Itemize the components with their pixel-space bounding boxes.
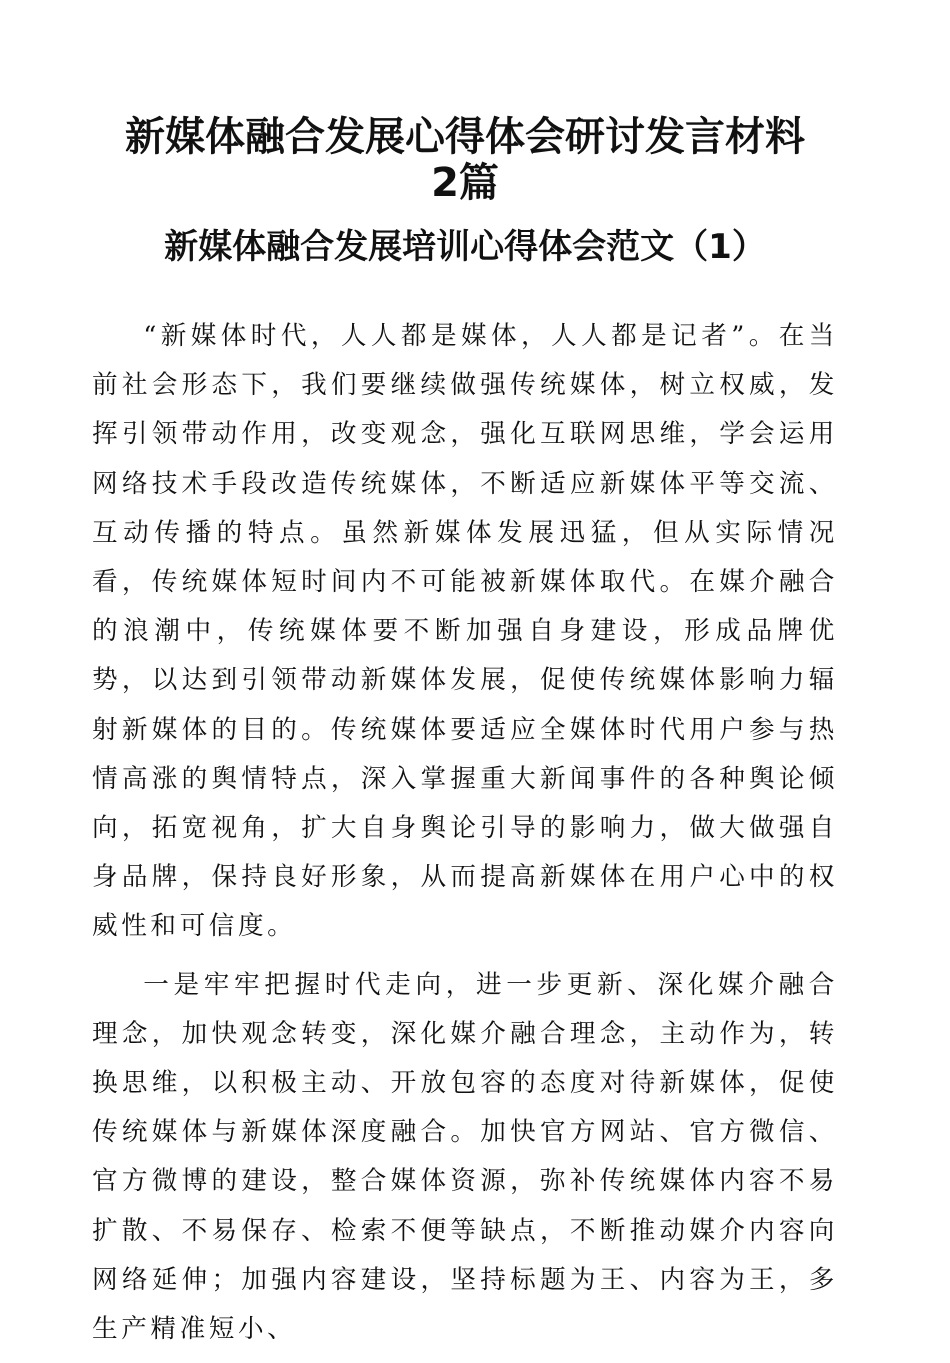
document-title-line-2: 2篇	[431, 160, 499, 206]
document-title-line-1: 新媒体融合发展心得体会研讨发言材料	[125, 114, 805, 160]
document-body	[92, 312, 838, 1363]
paragraph-1: “新媒体时代，人人都是媒体，人人都是记者”。在当前社会形态下，我们要继续做强传统媒体，树立权威，发挥引领带动作用，改变观念，强化互联网思维，学会运用网络技术手段改造传统媒体，不断适应新媒体平等交流、互动传播的特点。虽然新媒体发展迅猛，但从实际情况看，传统媒体短时间内不可能被新媒体取代。在媒介融合的浪潮中，传统媒体要不断加强自身建设，形成品牌优势，以达到引领带动新媒体发展，促使传统媒体影响力辐射新媒体的目的。传统媒体要适应全媒体时代用户参与热情高涨的舆情特点，深入掌握重大新闻事件的各种舆论倾向，拓宽视角，扩大自身舆论引导的影响力，做大做强自身品牌，保持良好形象，从而提高新媒体在用户心中的权威性和可信度。	[92, 321, 838, 942]
paragraph-2: 一是牢牢把握时代走向，进一步更新、深化媒介融合理念，加快观念转变，深化媒介融合理念，主动作为，转换思维，以积极主动、开放包容的态度对待新媒体，促使传统媒体与新媒体深度融合。加快官方网站、官方微信、官方微博的建设，整合媒体资源，弥补传统媒体内容不易扩散、不易保存、检索不便等缺点，不断推动媒介内容向网络延伸；加强内容建设，坚持标题为王、内容为王，多生产精准短小、	[92, 969, 838, 1345]
section-subtitle: 新媒体融合发展培训心得体会范文（1）	[164, 227, 766, 267]
